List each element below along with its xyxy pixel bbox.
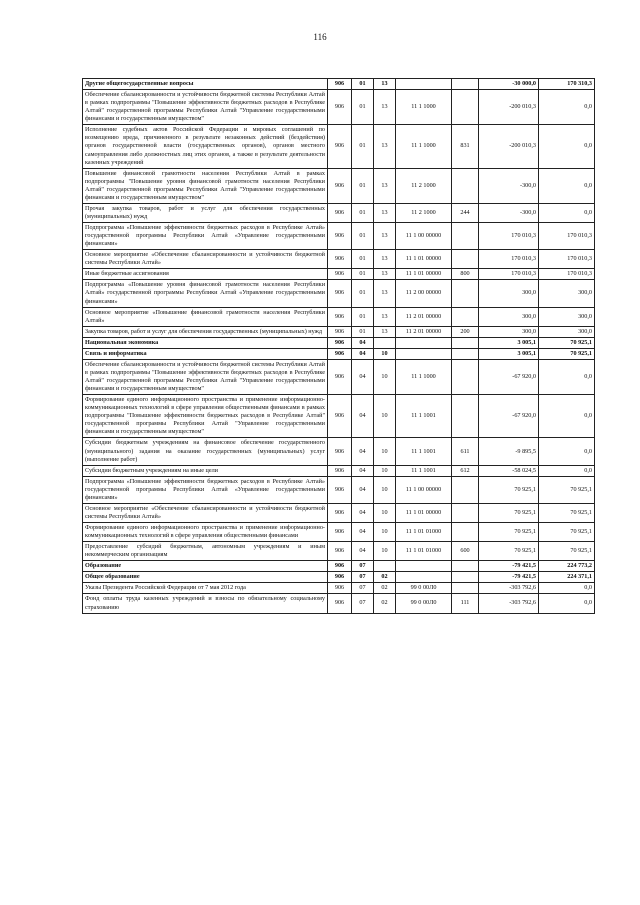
row-name: Связь и информатика <box>83 348 328 359</box>
row-ved-code: 906 <box>328 476 352 503</box>
row-subsection-code: 10 <box>374 503 396 522</box>
row-amount-change: -58 024,5 <box>479 465 539 476</box>
row-subsection-code: 10 <box>374 438 396 465</box>
row-name: Основное мероприятие «Обеспечение сбалансированности и устойчивости бюджетной системы Республики Алтай» <box>83 503 328 522</box>
row-section-code: 04 <box>352 465 374 476</box>
row-amount-total: 0,0 <box>539 168 595 203</box>
row-ved-code: 906 <box>328 583 352 594</box>
table-row <box>83 395 595 438</box>
table-row <box>83 337 595 348</box>
row-amount-total: 300,0 <box>539 307 595 326</box>
row-expense-type <box>452 572 479 583</box>
row-name: Исполнение судебных актов Российской Федерации и мировых соглашений по возмещению вреда, причиненного в результате незаконных действий (бездействия) органов государственной власти (государственных органов), органов местного самоуправления либо должностных лиц этих органов, а также в результате деятельности казенных учреждений <box>83 125 328 168</box>
row-name: Национальная экономика <box>83 337 328 348</box>
row-ved-code: 906 <box>328 465 352 476</box>
row-amount-total: 0,0 <box>539 594 595 613</box>
row-target-article: 11 1 01 00000 <box>396 269 452 280</box>
row-target-article: 11 2 01 00000 <box>396 326 452 337</box>
row-target-article <box>396 337 452 348</box>
row-amount-total: 0,0 <box>539 90 595 125</box>
row-expense-type <box>452 503 479 522</box>
row-subsection-code: 02 <box>374 594 396 613</box>
row-expense-type <box>452 307 479 326</box>
row-ved-code: 906 <box>328 203 352 222</box>
row-amount-total: 170 010,3 <box>539 250 595 269</box>
row-subsection-code: 13 <box>374 223 396 250</box>
row-subsection-code: 10 <box>374 465 396 476</box>
row-target-article: 11 1 1001 <box>396 395 452 438</box>
row-section-code: 01 <box>352 90 374 125</box>
row-subsection-code: 10 <box>374 348 396 359</box>
row-expense-type: 600 <box>452 542 479 561</box>
row-amount-change: -67 920,0 <box>479 395 539 438</box>
row-section-code: 04 <box>352 542 374 561</box>
row-name: Субсидии бюджетным учреждениям на иные цели <box>83 465 328 476</box>
row-amount-total: 300,0 <box>539 280 595 307</box>
row-target-article: 11 1 1001 <box>396 465 452 476</box>
row-ved-code: 906 <box>328 395 352 438</box>
row-subsection-code <box>374 561 396 572</box>
row-ved-code: 906 <box>328 359 352 394</box>
row-expense-type <box>452 561 479 572</box>
row-name: Обеспечение сбалансированности и устойчивости бюджетной системы Республики Алтай в рамках подпрограммы "Повышение эффективности бюджетных расходов в Республике Алтай" государственной программы Республики Алтай "Управление государственными финансами и государственным имуществом" <box>83 359 328 394</box>
row-subsection-code: 13 <box>374 90 396 125</box>
row-ved-code: 906 <box>328 307 352 326</box>
row-amount-change: 3 005,1 <box>479 348 539 359</box>
table-row <box>83 307 595 326</box>
row-subsection-code: 10 <box>374 476 396 503</box>
row-target-article <box>396 561 452 572</box>
row-subsection-code: 13 <box>374 307 396 326</box>
row-ved-code: 906 <box>328 79 352 90</box>
row-amount-change: 170 010,3 <box>479 250 539 269</box>
row-amount-change: -30 000,0 <box>479 79 539 90</box>
row-section-code: 01 <box>352 203 374 222</box>
row-expense-type <box>452 348 479 359</box>
row-ved-code: 906 <box>328 250 352 269</box>
row-section-code: 04 <box>352 348 374 359</box>
row-expense-type <box>452 223 479 250</box>
row-subsection-code: 13 <box>374 326 396 337</box>
table-row <box>83 280 595 307</box>
row-subsection-code: 13 <box>374 269 396 280</box>
row-target-article: 11 1 1000 <box>396 125 452 168</box>
row-expense-type: 200 <box>452 326 479 337</box>
row-target-article: 11 2 1000 <box>396 168 452 203</box>
row-section-code: 07 <box>352 572 374 583</box>
row-section-code: 04 <box>352 503 374 522</box>
row-name: Основное мероприятие «Обеспечение сбалансированности и устойчивости бюджетной системы Республики Алтай» <box>83 250 328 269</box>
row-target-article: 11 1 01 01000 <box>396 542 452 561</box>
row-name: Образование <box>83 561 328 572</box>
row-ved-code: 906 <box>328 594 352 613</box>
page-number: 116 <box>313 32 327 42</box>
row-expense-type <box>452 395 479 438</box>
row-section-code: 01 <box>352 326 374 337</box>
row-ved-code: 906 <box>328 269 352 280</box>
row-amount-total: 170 010,3 <box>539 269 595 280</box>
row-ved-code: 906 <box>328 280 352 307</box>
row-amount-change: 3 005,1 <box>479 337 539 348</box>
table-row <box>83 223 595 250</box>
row-amount-total: 0,0 <box>539 438 595 465</box>
row-subsection-code: 13 <box>374 203 396 222</box>
row-section-code: 04 <box>352 395 374 438</box>
row-expense-type: 111 <box>452 594 479 613</box>
row-target-article: 11 1 1000 <box>396 359 452 394</box>
row-name: Предоставление субсидий бюджетным, автономным учреждениям и иным некоммерческим организациям <box>83 542 328 561</box>
row-subsection-code: 10 <box>374 542 396 561</box>
row-subsection-code: 10 <box>374 523 396 542</box>
row-name: Субсидии бюджетным учреждениям на финансовое обеспечение государственного (муниципального) задания на оказание государственных (муниципальных) услуг (выполнение работ) <box>83 438 328 465</box>
row-expense-type <box>452 523 479 542</box>
row-amount-change: 70 925,1 <box>479 523 539 542</box>
row-expense-type <box>452 168 479 203</box>
row-name: Обеспечение сбалансированности и устойчивости бюджетной системы Республики Алтай в рамках подпрограммы "Повышение эффективности бюджетных расходов в Республике Алтай" государственной программы Республики Алтай "Управление государственными финансами и государственным имуществом" <box>83 90 328 125</box>
row-target-article: 11 1 01 00000 <box>396 503 452 522</box>
row-ved-code: 906 <box>328 168 352 203</box>
row-target-article: 11 1 00 00000 <box>396 476 452 503</box>
row-amount-total: 0,0 <box>539 583 595 594</box>
row-expense-type <box>452 337 479 348</box>
row-amount-total: 70 925,1 <box>539 523 595 542</box>
row-ved-code: 906 <box>328 348 352 359</box>
row-amount-total: 224 371,1 <box>539 572 595 583</box>
row-section-code: 07 <box>352 583 374 594</box>
row-target-article <box>396 572 452 583</box>
row-amount-change: -79 421,5 <box>479 561 539 572</box>
table-row <box>83 476 595 503</box>
row-amount-total: 70 925,1 <box>539 337 595 348</box>
row-section-code: 01 <box>352 269 374 280</box>
row-amount-change: 300,0 <box>479 307 539 326</box>
row-name: Общее образование <box>83 572 328 583</box>
row-ved-code: 906 <box>328 503 352 522</box>
row-name: Основное мероприятие «Повышение финансовой грамотности населения Республики Алтай» <box>83 307 328 326</box>
row-target-article <box>396 348 452 359</box>
row-name: Закупка товаров, работ и услуг для обеспечения государственных (муниципальных) нужд <box>83 326 328 337</box>
row-target-article: 11 1 00 00000 <box>396 223 452 250</box>
row-name: Иные бюджетные ассигнования <box>83 269 328 280</box>
row-amount-change: 70 925,1 <box>479 476 539 503</box>
table-row <box>83 465 595 476</box>
row-expense-type <box>452 79 479 90</box>
row-target-article: 11 1 01 01000 <box>396 523 452 542</box>
row-amount-total: 70 925,1 <box>539 348 595 359</box>
table-row <box>83 572 595 583</box>
row-subsection-code: 10 <box>374 359 396 394</box>
row-expense-type <box>452 476 479 503</box>
row-amount-change: 300,0 <box>479 280 539 307</box>
row-expense-type <box>452 250 479 269</box>
row-amount-change: -67 920,0 <box>479 359 539 394</box>
row-expense-type <box>452 90 479 125</box>
row-section-code: 07 <box>352 561 374 572</box>
row-section-code: 01 <box>352 250 374 269</box>
row-section-code: 01 <box>352 223 374 250</box>
row-name: Прочая закупка товаров, работ и услуг для обеспечения государственных (муниципальных) нужд <box>83 203 328 222</box>
budget-table <box>82 78 595 614</box>
table-row <box>83 594 595 613</box>
row-name: Указы Президента Российской Федерации от 7 мая 2012 года <box>83 583 328 594</box>
table-row <box>83 203 595 222</box>
row-amount-change: -9 895,5 <box>479 438 539 465</box>
row-ved-code: 906 <box>328 523 352 542</box>
row-subsection-code: 13 <box>374 79 396 90</box>
row-expense-type <box>452 359 479 394</box>
row-subsection-code: 13 <box>374 125 396 168</box>
row-amount-total: 170 010,3 <box>539 223 595 250</box>
row-amount-total: 70 925,1 <box>539 476 595 503</box>
row-section-code: 07 <box>352 594 374 613</box>
row-name: Формирование единого информационного пространства и применение информационно-коммуникационных технологий в сфере управления общественными финансами <box>83 523 328 542</box>
row-name: Формирование единого информационного пространства и применение информационно-коммуникационных технологий в сфере управления общественными финансами в рамках подпрограммы "Повышение эффективности бюджетных расходов в Республике Алтай" государственной программы Республики Алтай "Управление государственными финансами и государственным имуществом" <box>83 395 328 438</box>
row-section-code: 01 <box>352 125 374 168</box>
table-row <box>83 90 595 125</box>
row-section-code: 04 <box>352 438 374 465</box>
row-ved-code: 906 <box>328 326 352 337</box>
row-target-article: 11 2 1000 <box>396 203 452 222</box>
table-row <box>83 168 595 203</box>
row-amount-total: 0,0 <box>539 203 595 222</box>
row-name: Другие общегосударственные вопросы <box>83 79 328 90</box>
row-amount-change: -300,0 <box>479 168 539 203</box>
row-expense-type: 800 <box>452 269 479 280</box>
row-name: Фонд оплаты труда казенных учреждений и взносы по обязательному социальному страхованию <box>83 594 328 613</box>
row-amount-total: 0,0 <box>539 125 595 168</box>
row-amount-total: 224 773,2 <box>539 561 595 572</box>
row-amount-change: 170 010,3 <box>479 223 539 250</box>
row-amount-change: 70 925,1 <box>479 503 539 522</box>
row-section-code: 01 <box>352 280 374 307</box>
row-section-code: 04 <box>352 476 374 503</box>
row-amount-total: 70 925,1 <box>539 503 595 522</box>
row-target-article: 99 0 00Л0 <box>396 594 452 613</box>
row-target-article: 11 1 1001 <box>396 438 452 465</box>
row-name: Повышение финансовой грамотности населения Республики Алтай в рамках подпрограммы "Повышение уровня финансовой грамотности населения Республики Алтай" государственной программы Республики Алтай "Управление государственными финансами и государственным имуществом" <box>83 168 328 203</box>
row-subsection-code: 13 <box>374 280 396 307</box>
table-row <box>83 438 595 465</box>
row-amount-change: -303 792,6 <box>479 583 539 594</box>
row-subsection-code: 13 <box>374 168 396 203</box>
row-section-code: 04 <box>352 337 374 348</box>
row-subsection-code: 10 <box>374 395 396 438</box>
table-row <box>83 359 595 394</box>
row-subsection-code: 02 <box>374 583 396 594</box>
row-expense-type <box>452 583 479 594</box>
row-ved-code: 906 <box>328 561 352 572</box>
row-section-code: 01 <box>352 168 374 203</box>
row-amount-change: 300,0 <box>479 326 539 337</box>
row-amount-change: -79 421,5 <box>479 572 539 583</box>
table-row <box>83 523 595 542</box>
row-ved-code: 906 <box>328 223 352 250</box>
row-name: Подпрограмма «Повышение уровня финансовой грамотности населения Республики Алтай» государственной программы Республики Алтай «Управление государственными финансами» <box>83 280 328 307</box>
row-amount-change: 170 010,3 <box>479 269 539 280</box>
row-expense-type: 611 <box>452 438 479 465</box>
row-expense-type: 244 <box>452 203 479 222</box>
row-ved-code: 906 <box>328 542 352 561</box>
table-row <box>83 348 595 359</box>
row-amount-change: 70 925,1 <box>479 542 539 561</box>
row-subsection-code: 02 <box>374 572 396 583</box>
row-target-article: 11 1 1000 <box>396 90 452 125</box>
table-row <box>83 583 595 594</box>
row-amount-change: -303 792,6 <box>479 594 539 613</box>
table-row <box>83 542 595 561</box>
table-row <box>83 503 595 522</box>
row-ved-code: 906 <box>328 90 352 125</box>
row-amount-total: 0,0 <box>539 395 595 438</box>
row-amount-total: 170 310,3 <box>539 79 595 90</box>
row-amount-total: 70 925,1 <box>539 542 595 561</box>
table-row <box>83 79 595 90</box>
table-row <box>83 125 595 168</box>
row-amount-change: -300,0 <box>479 203 539 222</box>
row-amount-change: -200 010,3 <box>479 125 539 168</box>
row-amount-total: 0,0 <box>539 359 595 394</box>
row-amount-total: 0,0 <box>539 465 595 476</box>
row-name: Подпрограмма «Повышение эффективности бюджетных расходов в Республике Алтай» государственной программы Республики Алтай «Управление государственными финансами» <box>83 223 328 250</box>
table-row <box>83 561 595 572</box>
row-section-code: 04 <box>352 359 374 394</box>
table-row <box>83 269 595 280</box>
row-ved-code: 906 <box>328 125 352 168</box>
row-target-article: 11 2 01 00000 <box>396 307 452 326</box>
row-section-code: 01 <box>352 307 374 326</box>
row-section-code: 01 <box>352 79 374 90</box>
row-target-article <box>396 79 452 90</box>
row-section-code: 04 <box>352 523 374 542</box>
row-amount-total: 300,0 <box>539 326 595 337</box>
row-target-article: 11 2 00 00000 <box>396 280 452 307</box>
row-subsection-code <box>374 337 396 348</box>
row-amount-change: -200 010,3 <box>479 90 539 125</box>
row-ved-code: 906 <box>328 337 352 348</box>
row-ved-code: 906 <box>328 438 352 465</box>
row-subsection-code: 13 <box>374 250 396 269</box>
row-target-article: 11 1 01 00000 <box>396 250 452 269</box>
row-target-article: 99 0 00Л0 <box>396 583 452 594</box>
row-expense-type: 831 <box>452 125 479 168</box>
row-ved-code: 906 <box>328 572 352 583</box>
row-expense-type <box>452 280 479 307</box>
table-row <box>83 250 595 269</box>
row-expense-type: 612 <box>452 465 479 476</box>
row-name: Подпрограмма «Повышение эффективности бюджетных расходов в Республике Алтай» государственной программы Республики Алтай «Управление государственными финансами» <box>83 476 328 503</box>
table-row <box>83 326 595 337</box>
